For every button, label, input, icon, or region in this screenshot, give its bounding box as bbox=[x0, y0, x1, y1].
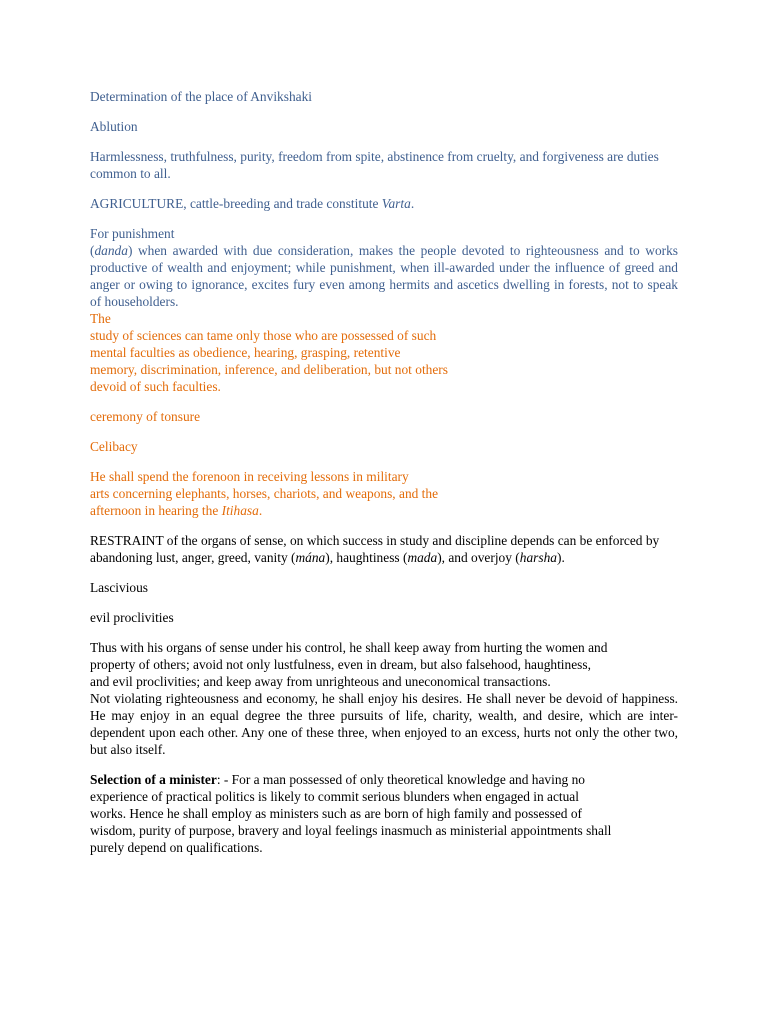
varta-term: Varta bbox=[381, 196, 411, 211]
agriculture-paragraph bbox=[90, 195, 678, 212]
agriculture-text: AGRICULTURE, cattle-breeding and trade constitute bbox=[90, 196, 382, 211]
restraint-text: RESTRAINT of the organs of sense, on which success in study and discipline depends can be enforced by abandoning lust, anger, greed, vanity ( bbox=[90, 533, 660, 565]
minister-line: purely depend on qualifications. bbox=[90, 840, 263, 855]
lascivious-heading: Lascivious bbox=[90, 580, 149, 595]
forenoon-line bbox=[90, 502, 678, 519]
punishment-block bbox=[90, 225, 678, 395]
senses-block bbox=[90, 639, 678, 758]
study-line: The bbox=[90, 311, 111, 326]
study-paragraph bbox=[90, 310, 678, 395]
restraint-text: ), haughtiness ( bbox=[325, 550, 408, 565]
restraint-text: ). bbox=[556, 550, 565, 565]
restraint-text: ), and overjoy ( bbox=[437, 550, 520, 565]
evil-proclivities-heading: evil proclivities bbox=[90, 610, 174, 625]
forenoon-line: He shall spend the forenoon in receiving lessons in military bbox=[90, 469, 409, 484]
study-line: study of sciences can tame only those who are possessed of such bbox=[90, 328, 437, 343]
thus-line: property of others; avoid not only lustfulness, even in dream, but also falsehood, haughtiness, bbox=[90, 657, 591, 672]
study-line: memory, discrimination, inference, and deliberation, but not others bbox=[90, 362, 448, 377]
study-line: mental faculties as obedience, hearing, grasping, retentive bbox=[90, 345, 401, 360]
minister-line: wisdom, purity of purpose, bravery and loyal feelings inasmuch as ministerial appointments shall bbox=[90, 823, 612, 838]
minister-line: works. Hence he shall employ as ministers such as are born of high family and possessed of bbox=[90, 806, 582, 821]
harsha-term: harsha bbox=[519, 550, 557, 565]
mana-term: mána bbox=[295, 550, 326, 565]
document-page bbox=[90, 88, 678, 856]
celibacy-heading: Celibacy bbox=[90, 439, 138, 454]
danda-term: danda bbox=[94, 243, 128, 258]
punishment-text: ) when awarded with due consideration, makes the people devoted to righteousness and to works productive of wealth and enjoyment; while punishment, when ill-awarded under the influence of greed and anger or owing to ignorance, excites fury even among hermits and ascetics dwelling in forests, not to speak of householders. bbox=[90, 243, 678, 309]
itihasa-term: Itihasa bbox=[221, 503, 259, 518]
not-violating-paragraph: Not violating righteousness and economy, he shall enjoy his desires. He shall never be devoid of happiness. He may enjoy in an equal degree the three pursuits of life, charity, wealth, and desire, which are inter-dependent upon each other. Any one of these three, when enjoyed to an excess, hurts not only the other two, but also itself. bbox=[90, 691, 678, 757]
restraint-paragraph bbox=[90, 532, 678, 566]
minister-heading: Selection of a minister bbox=[90, 772, 217, 787]
forenoon-paragraph bbox=[90, 468, 678, 519]
minister-line bbox=[90, 771, 678, 788]
minister-line: experience of practical politics is likely to commit serious blunders when engaged in actual bbox=[90, 789, 579, 804]
mada-term: mada bbox=[407, 550, 438, 565]
tonsure-heading: ceremony of tonsure bbox=[90, 409, 201, 424]
punishment-paragraph bbox=[90, 242, 678, 310]
punishment-heading: For punishment bbox=[90, 226, 175, 241]
harmlessness-paragraph: Harmlessness, truthfulness, purity, freedom from spite, abstinence from cruelty, and forgiveness are duties common to all. bbox=[90, 149, 659, 181]
thus-paragraph bbox=[90, 639, 678, 690]
minister-paragraph bbox=[90, 771, 678, 856]
forenoon-line: arts concerning elephants, horses, chariots, and weapons, and the bbox=[90, 486, 439, 501]
minister-text: : - For a man possessed of only theoretical knowledge and having no bbox=[216, 772, 585, 787]
heading-anvikshaki: Determination of the place of Anvikshaki bbox=[90, 89, 312, 104]
agriculture-period: . bbox=[410, 196, 415, 211]
heading-ablution: Ablution bbox=[90, 119, 138, 134]
thus-line: and evil proclivities; and keep away from unrighteous and uneconomical transactions. bbox=[90, 674, 551, 689]
study-line: devoid of such faculties. bbox=[90, 379, 221, 394]
forenoon-period: . bbox=[258, 503, 263, 518]
forenoon-text: afternoon in hearing the bbox=[90, 503, 222, 518]
punishment-open-paren: ( bbox=[90, 243, 95, 258]
thus-line: Thus with his organs of sense under his control, he shall keep away from hurting the women and bbox=[90, 640, 608, 655]
